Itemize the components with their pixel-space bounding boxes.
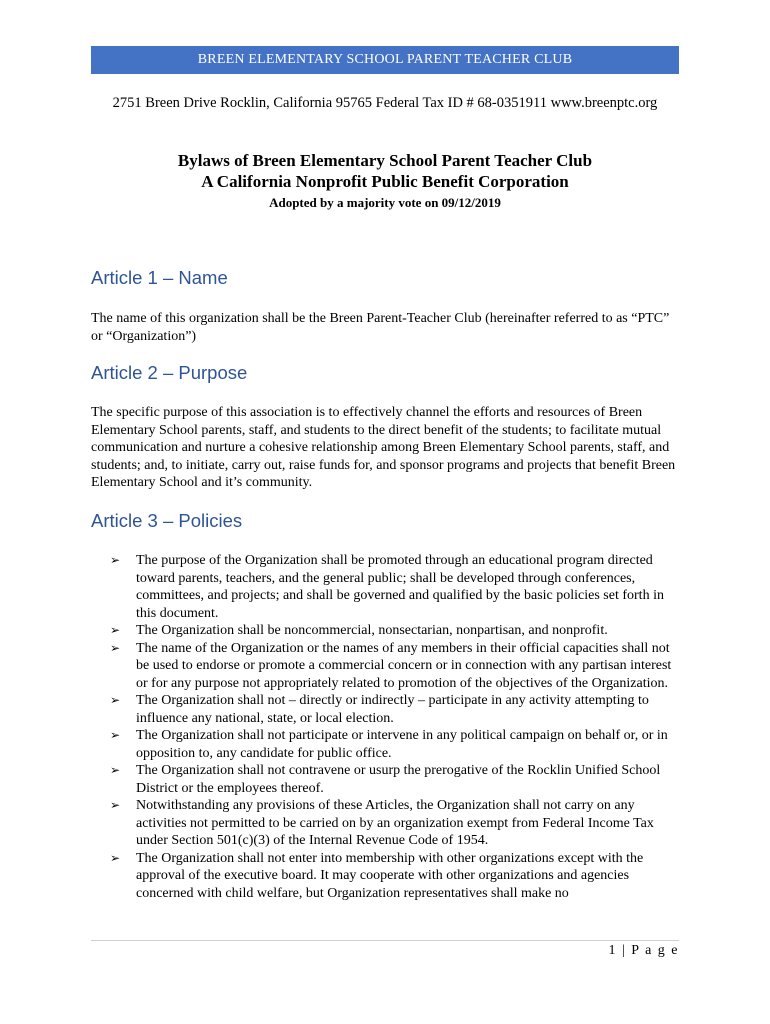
article-1-text: The name of this organization shall be the Breen Parent-Teacher Club (hereinafter referred to as “PTC” or “Organization”)	[91, 311, 670, 344]
arrow-bullet-icon: ➢	[110, 728, 121, 742]
list-item: ➢ The name of the Organization or the names of any members in their official capacities shall not be used to endorse or promote a commercial concern or in connection with any partisan interest or for any purpose not appropriately related to promotion of the objectives of the Organization.	[110, 640, 672, 691]
list-item: ➢ The Organization shall be noncommercial, nonsectarian, nonpartisan, and nonprofit.	[110, 623, 608, 638]
page-number: 1 | P a g e	[608, 943, 679, 958]
document-title-block	[91, 150, 679, 211]
document-title: Bylaws of Breen Elementary School Parent Teacher Club	[177, 151, 593, 170]
arrow-bullet-icon: ➢	[110, 553, 121, 567]
list-item: ➢ The Organization shall not – directly or indirectly – participate in any activity attempting to influence any national, state, or local election.	[110, 693, 649, 726]
arrow-bullet-icon: ➢	[110, 640, 121, 655]
arrow-bullet-icon: ➢	[110, 763, 121, 777]
arrow-bullet-icon: ➢	[110, 623, 121, 637]
article-2-heading: Article 2 – Purpose	[91, 362, 248, 383]
organization-address: 2751 Breen Drive Rocklin, California 95765 Federal Tax ID # 68-0351911 www.breenptc.org	[112, 95, 658, 111]
document-subtitle: A California Nonprofit Public Benefit Corporation	[201, 172, 569, 191]
article-1-heading: Article 1 – Name	[91, 267, 228, 288]
list-item: ➢ The purpose of the Organization shall be promoted through an educational program directed toward parents, teachers, and the general public; shall be developed through conferences, committees, and projects; and shall be governed and qualified by the basic policies set forth in this document.	[110, 553, 664, 621]
article-3-heading: Article 3 – Policies	[91, 510, 243, 531]
adoption-note: Adopted by a majority vote on 09/12/2019	[269, 195, 501, 210]
list-item: ➢ The Organization shall not contravene or usurp the prerogative of the Rocklin Unified School District or the employees thereof.	[110, 763, 661, 796]
list-item: ➢ The Organization shall not enter into membership with other organizations except with the approval of the executive board. It may cooperate with other organizations and agencies concerned with child welfare, but Organization representatives shall make no	[110, 850, 644, 901]
article-3-policy-list	[110, 552, 685, 902]
article-2-text: The specific purpose of this association is to effectively channel the efforts and resources of Breen Elementary School parents, staff, and students to the direct benefit of the students; to facilitate mutual communication and nurture a cohesive relationship among Breen Elementary School parents, staff, and students; and, to initiate, carry out, raise funds for, and sponsor programs and projects that benefit Breen Elementary School and it’s community.	[91, 405, 676, 490]
header-banner: BREEN ELEMENTARY SCHOOL PARENT TEACHER CLUB	[91, 46, 679, 74]
footer-divider	[91, 940, 679, 941]
list-item: ➢ Notwithstanding any provisions of these Articles, the Organization shall not carry on any activities not permitted to be carried on by an organization exempt from Federal Income Tax under Section 501(c)(3) of the Internal Revenue Code of 1954.	[110, 798, 654, 848]
list-item: ➢ The Organization shall not participate or intervene in any political campaign on behalf or, or in opposition to, any candidate for public office.	[110, 728, 668, 761]
arrow-bullet-icon: ➢	[110, 850, 121, 865]
arrow-bullet-icon: ➢	[110, 693, 121, 707]
arrow-bullet-icon: ➢	[110, 798, 121, 812]
